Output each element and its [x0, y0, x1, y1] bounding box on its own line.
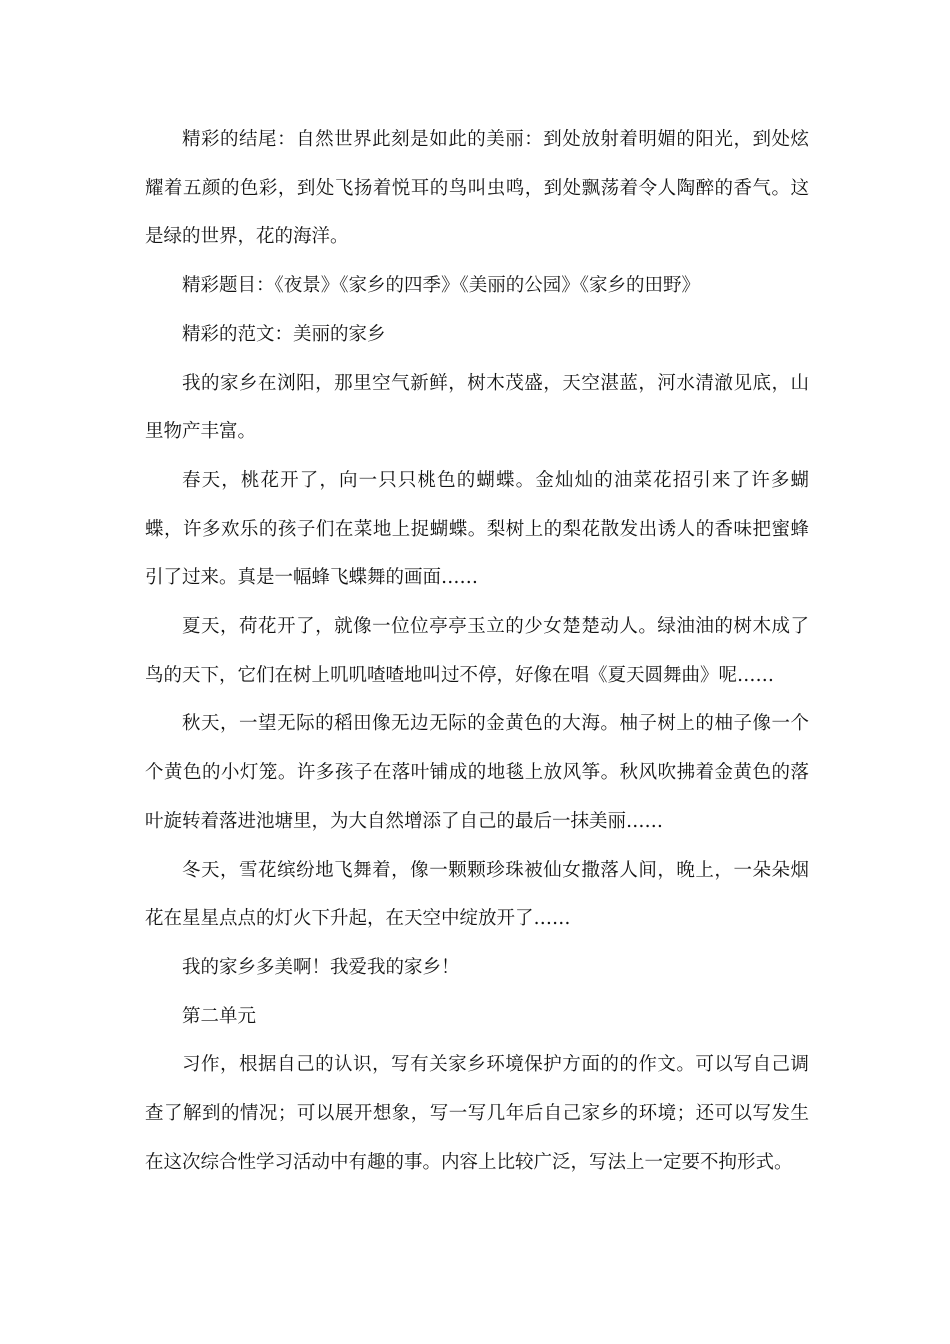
section-heading-unit-two: 第二单元 — [182, 1005, 257, 1027]
paragraph-winter: 冬天，雪花缤纷地飞舞着，像一颗颗珍珠被仙女撒落人间，晚上，一朵朵烟花在星星点点的灯火下升起，在天空中绽放开了…… — [145, 859, 809, 930]
paragraph-unit-two-task: 习作，根据自己的认识，写有关家乡环境保护方面的的作文。可以写自己调查了解到的情况；可以展开想象，写一写几年后自己家乡的环境；还可以写发生在这次综合性学习活动中有趣的事。内容上比较广泛，写法上一定要不拘形式。 — [145, 1054, 809, 1173]
paragraph-ending-sample: 精彩的结尾：自然世界此刻是如此的美丽：到处放射着明媚的阳光，到处炫耀着五颜的色彩，到处飞扬着悦耳的鸟叫虫鸣，到处飘荡着令人陶醉的香气。这是绿的世界，花的海洋。 — [145, 129, 809, 248]
paragraph-autumn: 秋天，一望无际的稻田像无边无际的金黄色的大海。柚子树上的柚子像一个个黄色的小灯笼。许多孩子在落叶铺成的地毯上放风筝。秋风吹拂着金黄色的落叶旋转着落进池塘里，为大自然增添了自己的最后一抹美丽…… — [145, 713, 809, 832]
paragraph-title-suggestions: 精彩题目：《夜景》《家乡的四季》《美丽的公园》《家乡的田野》 — [182, 275, 701, 297]
paragraph-spring: 春天，桃花开了，向一只只桃色的蝴蝶。金灿灿的油菜花招引来了许多蝴蝶，许多欢乐的孩子们在菜地上捉蝴蝶。梨树上的梨花散发出诱人的香味把蜜蜂引了过来。真是一幅蜂飞蝶舞的画面…… — [145, 469, 809, 589]
paragraph-sample-essay-title: 精彩的范文：美丽的家乡 — [182, 323, 386, 345]
document-body — [145, 116, 809, 1187]
paragraph-summer: 夏天，荷花开了，就像一位位亭亭玉立的少女楚楚动人。绿油油的树木成了鸟的天下，它们在树上叽叽喳喳地叫过不停，好像在唱《夏天圆舞曲》呢…… — [145, 616, 809, 686]
paragraph-conclusion: 我的家乡多美啊！我爱我的家乡！ — [182, 956, 460, 978]
paragraph-hometown-intro: 我的家乡在浏阳，那里空气新鲜，树木茂盛，天空湛蓝，河水清澈见底，山里物产丰富。 — [145, 372, 809, 443]
